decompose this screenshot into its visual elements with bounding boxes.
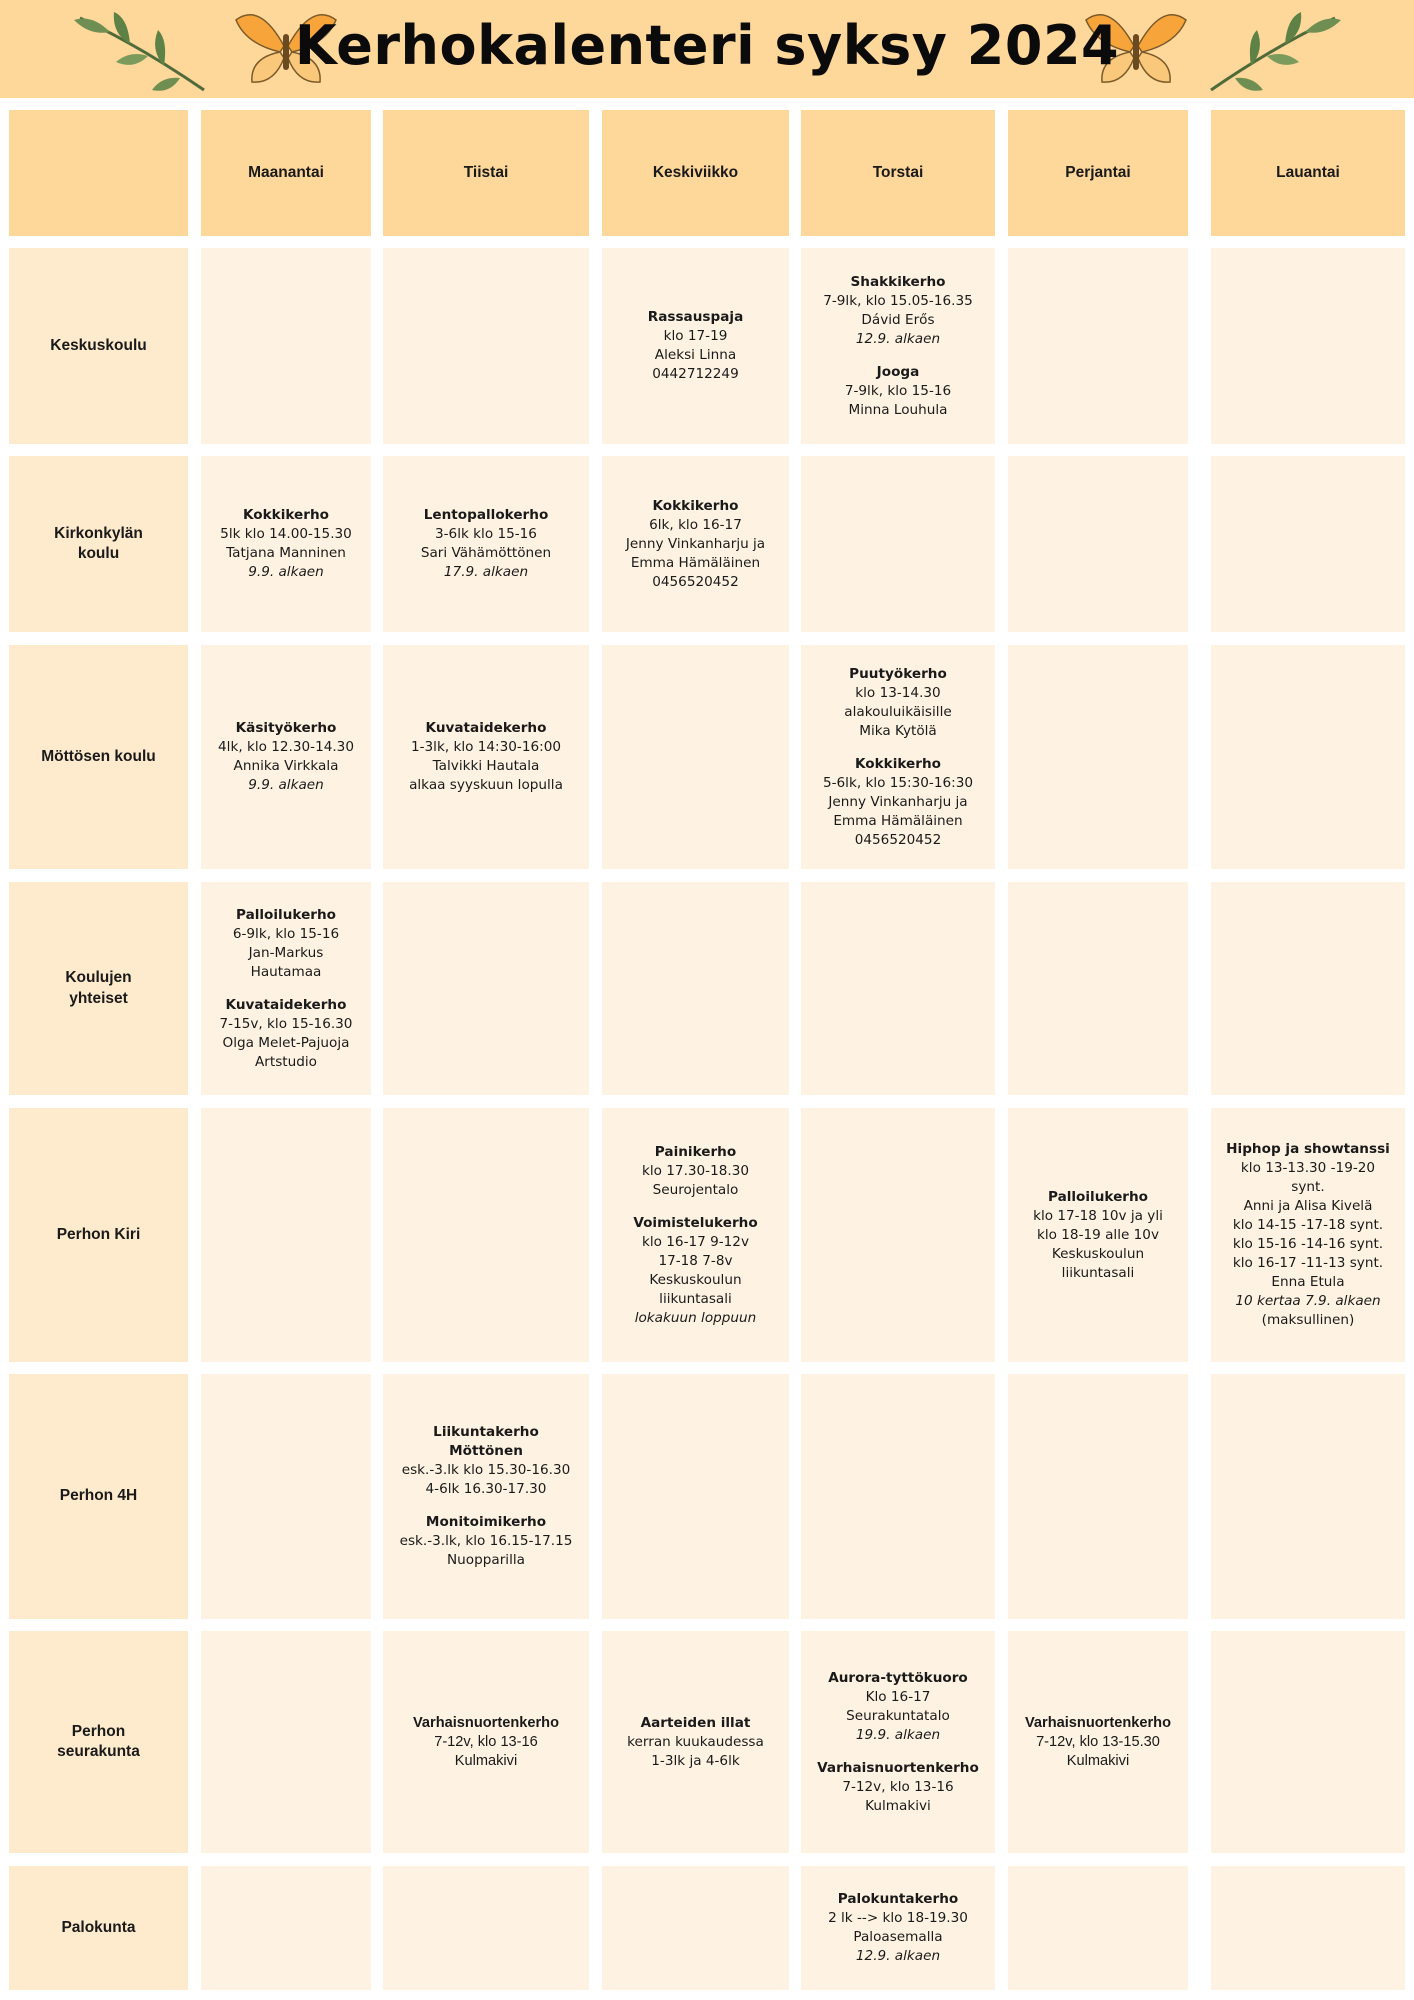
row-label-text: Perhon 4H bbox=[59, 1487, 138, 1505]
club-entry bbox=[823, 363, 973, 420]
start-date: 9.9. alkaen bbox=[248, 564, 324, 580]
club-detail: Dávid Erős bbox=[861, 311, 935, 328]
club-detail: klo 16-17 9-12v bbox=[641, 1233, 749, 1250]
row-label-text: Perhon Kiri bbox=[56, 1225, 141, 1243]
schedule-cell bbox=[201, 645, 371, 869]
schedule-cell bbox=[801, 1866, 995, 1990]
day-header-label: Perjantai bbox=[1065, 164, 1131, 181]
club-name: Lentopallokerho bbox=[423, 507, 549, 523]
club-entry bbox=[1226, 1140, 1390, 1330]
schedule-cell bbox=[1008, 1108, 1188, 1362]
club-detail: Enna Etula bbox=[1271, 1274, 1345, 1290]
club-detail: klo 15-16 -14-16 synt. bbox=[1232, 1236, 1384, 1252]
club-detail: 7-9lk, klo 15-16 bbox=[844, 382, 952, 399]
day-header-label: Keskiviikko bbox=[652, 164, 739, 181]
cell-content bbox=[400, 1423, 573, 1570]
day-header-label: Tiistai bbox=[463, 164, 509, 181]
day-header-label: Lauantai bbox=[1276, 164, 1340, 181]
club-name: Jooga bbox=[876, 363, 920, 380]
club-detail: Hautamaa bbox=[250, 963, 322, 980]
schedule-cell bbox=[383, 456, 589, 632]
schedule-cell bbox=[602, 882, 789, 1095]
club-name: Voimistelukerho bbox=[633, 1214, 758, 1231]
club-name: Hiphop ja showtanssi bbox=[1226, 1141, 1390, 1157]
schedule-cell bbox=[602, 1866, 789, 1990]
schedule-cell bbox=[801, 1631, 995, 1853]
club-name: Kokkikerho bbox=[854, 755, 941, 772]
club-detail: klo 13-14.30 bbox=[855, 684, 941, 701]
club-detail: kerran kuukaudessa bbox=[627, 1733, 764, 1750]
club-entry bbox=[1033, 1188, 1163, 1283]
club-detail: 1-3lk, klo 14:30-16:00 bbox=[410, 739, 562, 755]
start-date: 12.9. alkaen bbox=[855, 330, 941, 347]
club-name: Painikerho bbox=[654, 1143, 737, 1160]
start-date: 9.9. alkaen bbox=[248, 777, 324, 793]
club-detail: 0442712249 bbox=[652, 366, 739, 382]
club-detail: 7-12v, klo 13-16 bbox=[434, 1733, 538, 1750]
cell-content bbox=[413, 1714, 559, 1771]
club-detail: Keskuskoulun bbox=[649, 1271, 742, 1288]
club-name: Möttönen bbox=[449, 1443, 523, 1459]
club-detail: Sari Vähämöttönen bbox=[420, 545, 552, 561]
schedule-cell bbox=[383, 645, 589, 869]
club-detail: Klo 16-17 bbox=[865, 1688, 931, 1705]
club-entry bbox=[817, 1759, 979, 1816]
club-entry bbox=[421, 506, 551, 582]
schedule-cell bbox=[602, 645, 789, 869]
row-label bbox=[9, 456, 188, 632]
club-entry bbox=[400, 1513, 573, 1570]
page-title: Kerhokalenteri syksy 2024 bbox=[294, 14, 1120, 77]
club-entry bbox=[220, 506, 352, 582]
club-detail: Olga Melet-Pajuoja bbox=[222, 1034, 350, 1051]
club-detail: Seurakuntatalo bbox=[846, 1707, 950, 1724]
club-name: Palloilukerho bbox=[235, 906, 337, 923]
club-detail: 3-6lk klo 15-16 bbox=[435, 526, 537, 542]
cell-content bbox=[1226, 1140, 1390, 1330]
schedule-cell bbox=[1008, 456, 1188, 632]
club-detail: 4lk, klo 12.30-14.30 bbox=[218, 739, 354, 755]
club-entry bbox=[633, 1143, 757, 1200]
club-name: Shakkikerho bbox=[850, 273, 946, 290]
cell-content bbox=[817, 1669, 979, 1816]
schedule-cell bbox=[201, 1631, 371, 1853]
club-detail: klo 17-19 bbox=[663, 328, 728, 344]
club-entry bbox=[828, 1890, 968, 1966]
row-label bbox=[9, 882, 188, 1095]
start-date: lokakuun loppuun bbox=[634, 1309, 757, 1326]
club-detail: klo 16-17 -11-13 synt. bbox=[1232, 1255, 1384, 1271]
club-entry bbox=[409, 719, 563, 795]
schedule-cell bbox=[1211, 456, 1405, 632]
schedule-cell bbox=[1211, 1108, 1405, 1362]
club-entry bbox=[648, 308, 744, 384]
start-date: 12.9. alkaen bbox=[855, 1948, 941, 1964]
club-entry bbox=[218, 719, 354, 795]
club-detail: liikuntasali bbox=[659, 1290, 732, 1307]
club-name: Puutyökerho bbox=[849, 665, 947, 682]
club-detail: esk.-3.lk, klo 16.15-17.15 bbox=[399, 1533, 573, 1549]
club-detail: Talvikki Hautala bbox=[432, 758, 540, 774]
cell-content bbox=[823, 273, 973, 420]
cell-content bbox=[626, 497, 765, 592]
schedule-cell bbox=[801, 456, 995, 632]
club-entry bbox=[823, 665, 973, 741]
club-name: Varhaisnuortenkerho bbox=[817, 1759, 979, 1776]
club-detail: 7-12v, klo 13-16 bbox=[842, 1778, 954, 1795]
start-date: 10 kertaa 7.9. alkaen bbox=[1235, 1293, 1381, 1309]
schedule-cell bbox=[383, 1374, 589, 1619]
cell-content bbox=[1033, 1188, 1163, 1283]
start-date: 17.9. alkaen bbox=[443, 564, 529, 580]
club-detail: 6lk, klo 16-17 bbox=[649, 516, 742, 533]
club-detail: synt. bbox=[1291, 1179, 1325, 1195]
club-detail: 6-9lk, klo 15-16 bbox=[232, 925, 340, 942]
cell-content bbox=[823, 665, 973, 850]
club-detail: Mika Kytölä bbox=[859, 722, 937, 739]
cell-content bbox=[421, 506, 551, 582]
schedule-cell bbox=[801, 882, 995, 1095]
day-header-label: Maanantai bbox=[248, 164, 324, 181]
club-detail: Artstudio bbox=[255, 1053, 317, 1070]
cell-content bbox=[633, 1143, 757, 1328]
club-detail: esk.-3.lk klo 15.30-16.30 bbox=[401, 1462, 571, 1478]
row-label-text: Kirkonkylän koulu bbox=[54, 524, 143, 562]
schedule-cell bbox=[201, 882, 371, 1095]
schedule-cell bbox=[801, 645, 995, 869]
schedule-cell bbox=[1008, 1631, 1188, 1853]
schedule-cell bbox=[1211, 1866, 1405, 1990]
schedule-cell bbox=[602, 248, 789, 444]
row-label bbox=[9, 1866, 188, 1990]
cell-content bbox=[828, 1890, 968, 1966]
club-entry bbox=[626, 497, 765, 592]
row-label bbox=[9, 248, 188, 444]
schedule-cell bbox=[801, 1374, 995, 1619]
schedule-cell bbox=[602, 1108, 789, 1362]
club-detail: klo 18-19 alle 10v bbox=[1036, 1226, 1160, 1243]
schedule-cell bbox=[1008, 1866, 1188, 1990]
schedule-cell bbox=[383, 1631, 589, 1853]
club-detail: Jan-Markus bbox=[248, 944, 324, 961]
schedule-cell bbox=[383, 882, 589, 1095]
club-entry bbox=[627, 1714, 764, 1771]
cell-content bbox=[409, 719, 563, 795]
schedule-cell bbox=[201, 456, 371, 632]
row-label-text: Keskuskoulu bbox=[50, 336, 147, 354]
schedule-cell bbox=[1008, 645, 1188, 869]
club-name: Monitoimikerho bbox=[425, 1514, 547, 1530]
club-name: Aarteiden illat bbox=[640, 1714, 751, 1731]
club-entry bbox=[633, 1214, 757, 1328]
schedule-cell bbox=[201, 1108, 371, 1362]
club-detail: 4-6lk 16.30-17.30 bbox=[425, 1481, 547, 1497]
row-label bbox=[9, 1108, 188, 1362]
club-name: Kuvataidekerho bbox=[425, 720, 547, 736]
club-detail: liikuntasali bbox=[1061, 1264, 1135, 1281]
cell-content bbox=[220, 506, 352, 582]
row-label-text: Möttösen koulu bbox=[41, 747, 156, 765]
row-label-text: Perhon seurakunta bbox=[57, 1722, 140, 1760]
cell-content bbox=[218, 719, 354, 795]
club-entry bbox=[400, 1423, 573, 1499]
day-header-maanantai bbox=[201, 110, 371, 236]
club-detail: Emma Hämäläinen bbox=[833, 812, 963, 829]
day-header-lauantai bbox=[1211, 110, 1405, 236]
row-label bbox=[9, 645, 188, 869]
club-detail: 17-18 7-8v bbox=[658, 1252, 733, 1269]
club-detail: 7-9lk, klo 15.05-16.35 bbox=[823, 292, 973, 309]
cell-content bbox=[648, 308, 744, 384]
club-detail: 1-3lk ja 4-6lk bbox=[651, 1752, 740, 1769]
schedule-cell bbox=[201, 1866, 371, 1990]
club-name: Aurora-tyttökuoro bbox=[828, 1669, 968, 1686]
club-name: Liikuntakerho bbox=[433, 1424, 539, 1440]
club-detail: alkaa syyskuun lopulla bbox=[409, 777, 563, 793]
schedule-cell bbox=[1008, 1374, 1188, 1619]
club-name: Kuvataidekerho bbox=[225, 996, 347, 1013]
schedule-cell bbox=[383, 1866, 589, 1990]
club-name: Rassauspaja bbox=[647, 309, 744, 325]
club-detail: 0456520452 bbox=[652, 573, 739, 590]
row-label bbox=[9, 1631, 188, 1853]
club-detail: Kulmakivi bbox=[1066, 1752, 1130, 1769]
club-detail: 5lk klo 14.00-15.30 bbox=[220, 526, 352, 542]
row-label-text: Koulujen yhteiset bbox=[65, 969, 132, 1007]
club-detail: 7-12v, klo 13-15.30 bbox=[1036, 1733, 1160, 1750]
row-label-text: Palokunta bbox=[61, 1918, 136, 1936]
schedule-cell bbox=[602, 1374, 789, 1619]
club-entry bbox=[220, 906, 353, 982]
day-header-perjantai bbox=[1008, 110, 1188, 236]
club-entry bbox=[413, 1714, 559, 1771]
club-detail: Minna Louhula bbox=[848, 401, 948, 418]
club-detail: Jenny Vinkanharju ja bbox=[625, 535, 766, 552]
schedule-cell bbox=[201, 1374, 371, 1619]
day-header-keskiviikko bbox=[602, 110, 789, 236]
club-name: Palloilukerho bbox=[1047, 1188, 1149, 1205]
schedule-cell bbox=[801, 1108, 995, 1362]
club-detail: Keskuskoulun bbox=[1051, 1245, 1145, 1262]
club-detail: Annika Virkkala bbox=[233, 758, 339, 774]
schedule-cell bbox=[1008, 882, 1188, 1095]
club-detail: Jenny Vinkanharju ja bbox=[828, 793, 968, 810]
club-entry bbox=[823, 755, 973, 850]
schedule-cell bbox=[602, 456, 789, 632]
club-detail: 0456520452 bbox=[854, 831, 942, 848]
club-name: Kokkikerho bbox=[243, 507, 329, 523]
club-name: Varhaisnuortenkerho bbox=[413, 1714, 559, 1731]
day-header-label: Torstai bbox=[872, 164, 924, 181]
club-detail: klo 14-15 -17-18 synt. bbox=[1232, 1217, 1384, 1233]
schedule-cell bbox=[1211, 882, 1405, 1095]
club-detail: Kulmakivi bbox=[865, 1797, 931, 1814]
club-detail: Tatjana Manninen bbox=[226, 545, 346, 561]
day-header-torstai bbox=[801, 110, 995, 236]
club-detail: klo 17.30-18.30 bbox=[641, 1162, 750, 1179]
club-detail: Kulmakivi bbox=[454, 1752, 518, 1769]
club-detail: Emma Hämäläinen bbox=[630, 554, 761, 571]
club-name: Kokkikerho bbox=[652, 497, 739, 514]
club-detail: Aleksi Linna bbox=[654, 347, 737, 363]
schedule-cell bbox=[201, 248, 371, 444]
cell-content bbox=[220, 906, 353, 1072]
club-detail: Nuopparilla bbox=[447, 1552, 525, 1568]
schedule-cell bbox=[1211, 1374, 1405, 1619]
schedule-cell bbox=[1211, 248, 1405, 444]
club-detail: (maksullinen) bbox=[1261, 1312, 1355, 1328]
club-entry bbox=[817, 1669, 979, 1745]
corner-cell bbox=[9, 110, 188, 236]
club-detail: 5-6lk, klo 15:30-16:30 bbox=[822, 774, 974, 791]
day-header-tiistai bbox=[383, 110, 589, 236]
club-detail: Paloasemalla bbox=[853, 1929, 943, 1945]
row-label bbox=[9, 1374, 188, 1619]
cell-content bbox=[627, 1714, 764, 1771]
club-entry bbox=[1025, 1714, 1171, 1771]
schedule-cell bbox=[801, 248, 995, 444]
club-detail: Anni ja Alisa Kivelä bbox=[1243, 1198, 1373, 1214]
start-date: 19.9. alkaen bbox=[855, 1726, 941, 1743]
club-detail: Seurojentalo bbox=[652, 1181, 739, 1198]
cell-content bbox=[1025, 1714, 1171, 1771]
club-detail: klo 13-13.30 -19-20 bbox=[1240, 1160, 1376, 1176]
club-name: Varhaisnuortenkerho bbox=[1025, 1714, 1171, 1731]
club-entry bbox=[823, 273, 973, 349]
club-entry bbox=[220, 996, 353, 1072]
schedule-cell bbox=[1008, 248, 1188, 444]
club-name: Käsityökerho bbox=[235, 720, 337, 736]
club-detail: alakouluikäisille bbox=[844, 703, 952, 720]
club-detail: 7-15v, klo 15-16.30 bbox=[219, 1015, 353, 1032]
club-name: Palokuntakerho bbox=[837, 1891, 959, 1907]
schedule-cell bbox=[383, 1108, 589, 1362]
schedule-cell bbox=[383, 248, 589, 444]
schedule-cell bbox=[1211, 645, 1405, 869]
club-detail: klo 17-18 10v ja yli bbox=[1033, 1207, 1163, 1224]
schedule-cell bbox=[1211, 1631, 1405, 1853]
schedule-cell bbox=[602, 1631, 789, 1853]
club-detail: 2 lk --> klo 18-19.30 bbox=[828, 1910, 968, 1926]
